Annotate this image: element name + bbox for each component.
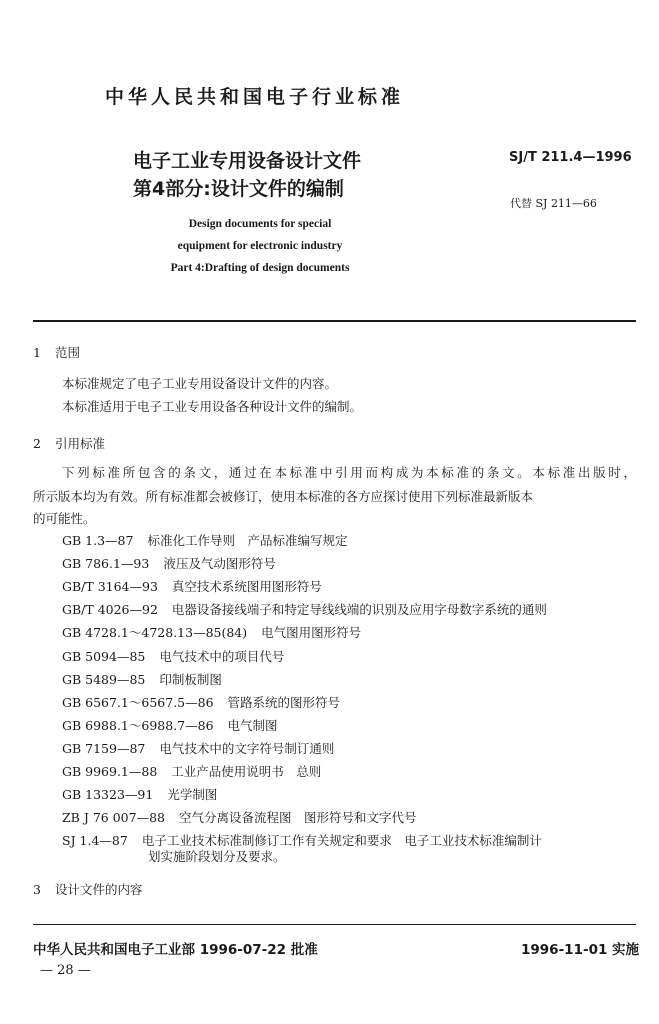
reference-item — [62, 600, 547, 618]
section-3-heading — [33, 880, 143, 898]
reference-title: 空气分离设备流程图 图形符号和文字代号 — [178, 810, 417, 826]
section-title: 设计文件的内容 — [55, 882, 143, 897]
reference-title: 光学制图 — [167, 787, 218, 803]
reference-title: 真空技术系统图用图形符号 — [171, 579, 322, 595]
reference-title: 电气图用图形符号 — [261, 625, 362, 641]
reference-item — [62, 831, 542, 849]
reference-code: GB 5094—85 — [62, 648, 146, 664]
bottom-divider — [33, 924, 636, 925]
references-intro-line-2: 所示版本均为有效。所有标准都会被修订，使用本标准的各方应探讨使用下列标准最新版本 — [33, 489, 534, 504]
reference-title: 电气制图 — [227, 717, 278, 733]
document-title-line-1: 电子工业专用设备设计文件 — [133, 150, 362, 172]
reference-title: 液压及气动图形符号 — [163, 556, 276, 572]
section-number: 1 — [33, 345, 41, 360]
reference-continuation: 划实施阶段划分及要求。 — [148, 849, 286, 864]
implementation-date: 1996-11-01 实施 — [521, 942, 640, 958]
reference-item — [62, 739, 334, 757]
reference-item — [62, 531, 347, 549]
reference-code: GB 5489—85 — [62, 671, 146, 687]
references-intro-line-1: 下列标准所包含的条文，通过在本标准中引用而构成为本标准的条文。本标准出版时， — [62, 465, 636, 480]
issuing-organization: 中华人民共和国电子行业标准 — [105, 86, 405, 108]
reference-title: 电器设备接线端子和特定导线线端的识别及应用字母数字系统的通则 — [171, 602, 547, 618]
reference-title: 电子工业技术标准制修订工作有关规定和要求 电子工业技术标准编制计 — [141, 833, 542, 849]
reference-title: 电气技术中的文字符号制订通则 — [159, 740, 335, 756]
section-title: 引用标准 — [55, 436, 106, 451]
reference-item — [62, 577, 322, 595]
reference-code: GB 6567.1～6567.5—86 — [62, 694, 214, 710]
section-number: 2 — [33, 436, 41, 451]
reference-title: 工业产品使用说明书 总则 — [171, 764, 322, 779]
section-1-heading — [33, 343, 80, 361]
replaces-standard: 代替 SJ 211—66 — [510, 197, 597, 210]
reference-code: GB 13323—91 — [62, 787, 154, 803]
reference-item — [62, 785, 217, 803]
scope-paragraph-1: 本标准规定了电子工业专用设备设计文件的内容。 — [62, 376, 338, 391]
reference-code: GB 4728.1～4728.13—85(84) — [62, 625, 248, 641]
document-title-line-2: 第4部分:设计文件的编制 — [133, 178, 344, 200]
reference-code: GB 6988.1～6988.7—86 — [62, 717, 214, 733]
reference-code: GB 9969.1—88 — [62, 764, 158, 779]
reference-code: SJ 1.4—87 — [62, 833, 128, 849]
section-title: 范围 — [55, 345, 81, 360]
reference-item — [62, 647, 284, 665]
reference-code: GB/T 3164—93 — [62, 579, 158, 595]
section-number: 3 — [33, 882, 41, 897]
reference-item — [62, 716, 278, 734]
english-title-line-1: Design documents for special — [188, 218, 332, 230]
references-intro-line-3: 的可能性。 — [33, 511, 96, 526]
reference-item — [62, 693, 340, 711]
english-title-line-2: equipment for electronic industry — [177, 240, 343, 252]
section-2-heading — [33, 434, 105, 452]
reference-title: 印制板制图 — [159, 671, 222, 687]
approval-date: 中华人民共和国电子工业部 1996-07-22 批准 — [33, 942, 318, 958]
reference-title: 电气技术中的项目代号 — [159, 648, 285, 664]
reference-title: 管路系统的图形符号 — [227, 694, 341, 710]
scope-paragraph-2: 本标准适用于电子工业专用设备各种设计文件的编制。 — [62, 399, 363, 414]
page-number: — 28 — — [40, 963, 91, 978]
reference-title: 标准化工作导则 产品标准编写规定 — [147, 533, 348, 548]
reference-item — [62, 554, 276, 572]
top-divider — [33, 320, 636, 322]
reference-item — [62, 808, 417, 826]
reference-code: GB 7159—87 — [62, 740, 146, 756]
reference-code: GB/T 4026—92 — [62, 602, 158, 618]
english-title-line-3: Part 4:Drafting of design documents — [170, 262, 350, 274]
reference-item — [62, 623, 361, 641]
reference-code: GB 1.3—87 — [62, 533, 134, 548]
reference-item — [62, 762, 321, 780]
reference-code: ZB J 76 007—88 — [62, 810, 165, 826]
standard-number: SJ/T 211.4—1996 — [509, 150, 632, 165]
reference-item — [62, 670, 222, 688]
reference-code: GB 786.1—93 — [62, 556, 150, 572]
